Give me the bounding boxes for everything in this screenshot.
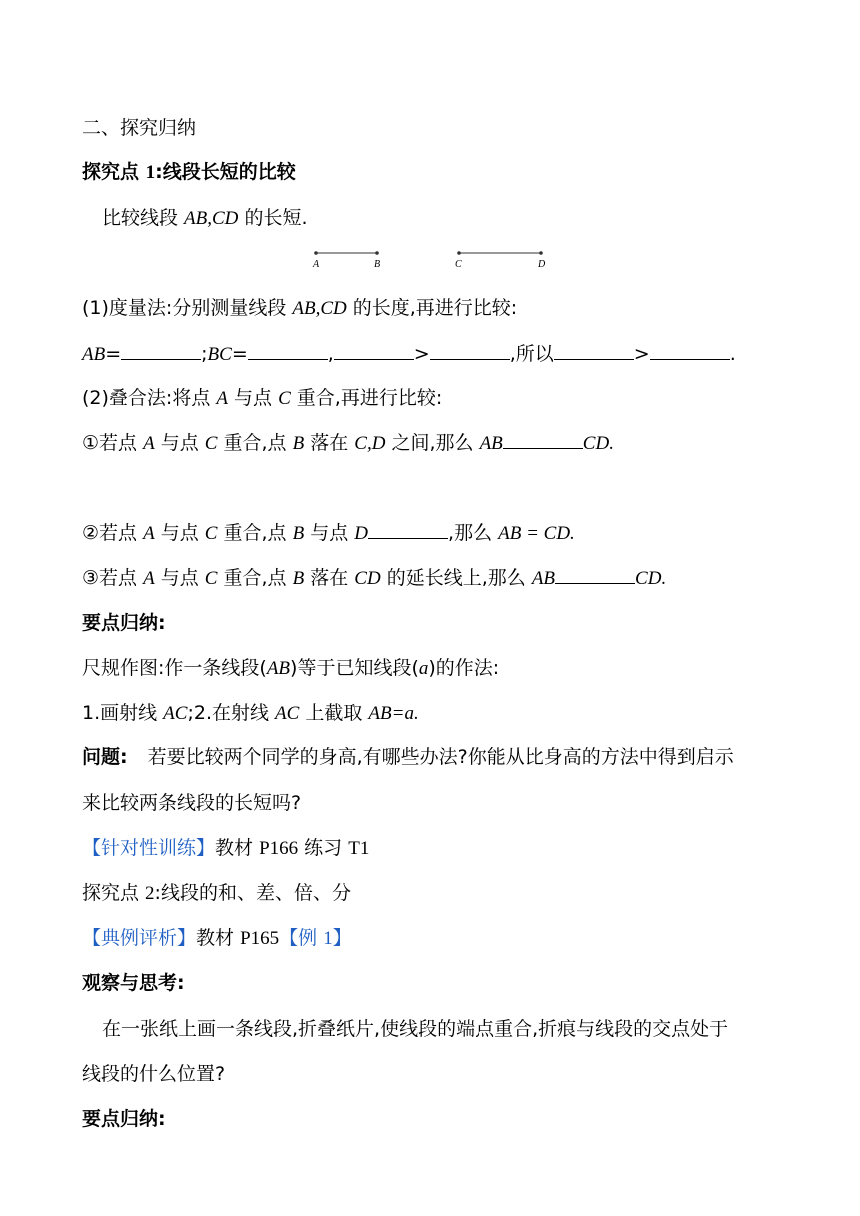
fill-end: . [729,343,736,365]
point2-num: 2 [145,883,155,904]
example-tag2-open: 【例 [279,927,324,949]
case1-blank[interactable] [503,430,583,449]
observe-title [82,970,185,996]
blank-4[interactable] [650,341,730,360]
method1-fill [82,341,736,368]
label-c: C [455,259,462,270]
case3-end: CD. [635,568,667,589]
steps-2: ;2.在射线 [187,702,276,724]
method1-post: 的长度,再进行比较: [346,297,518,319]
observe-line-1 [102,1016,728,1042]
case2-mid4: ,那么 [448,522,499,544]
case3-b: B [292,568,305,589]
case1-a: A [143,433,155,454]
question-line-2 [82,790,301,816]
method2-pre: (2)叠合法:将点 [82,387,217,409]
method1-var: AB,CD [292,298,347,319]
method2-c: C [278,388,291,409]
observe-text-2: 线段的什么位置? [82,1063,226,1085]
fill-ab: AB [82,344,106,365]
fill-eq: = [105,343,122,365]
ruler-a: a [418,658,429,679]
fill-semi: ; [201,343,208,365]
case1-ab: AB [479,433,503,454]
case3-c: C [204,568,218,589]
method2-post: 重合,再进行比较: [290,387,443,409]
case3-mid3: 落在 [304,567,355,589]
blank-ab[interactable] [121,341,201,360]
section-heading [82,115,196,141]
case2-pre: ②若点 [82,522,144,544]
case1-mid: 与点 [154,432,205,454]
label-d: D [538,259,546,270]
ruler-pre: 尺规作图:作一条线段( [82,657,267,679]
point1-intro [102,205,308,232]
method1 [82,295,517,322]
example-line [82,925,352,952]
method2 [82,385,442,412]
fill-eq2: = [231,343,248,365]
segment-ab [312,251,380,270]
case2-mid2: 重合,点 [217,522,293,544]
question-line-1 [82,744,734,770]
case3-mid4: 的延长线上,那么 [380,567,532,589]
example-tag2-num: 1 [323,928,333,949]
question-label: 问题: [82,746,128,768]
fill-bc: BC [207,344,232,365]
case2-d: D [354,523,369,544]
ruler-construction [82,655,499,682]
method2-a: A [216,388,228,409]
case1-cd: C,D [354,433,386,454]
case1-pre: ①若点 [82,432,144,454]
case2-blank[interactable] [368,520,448,539]
intro-var: AB,CD [184,208,239,229]
ruler-post: )的作法: [428,657,500,679]
steps-3: 上截取 [299,702,369,724]
point2-title [82,880,351,907]
case2-c: C [204,523,218,544]
training-tag: 【针对性训练】 [82,837,216,859]
section-heading-text: 二、探究归纳 [82,117,197,139]
case1 [82,430,614,457]
key-points-2 [82,1106,166,1132]
method1-pre: (1)度量法:分别测量线段 [82,297,293,319]
steps-ac2: AC [275,703,300,724]
observe-line-2 [82,1061,225,1087]
example-tag: 【典例评析】 [82,927,197,949]
case1-mid4: 之间,那么 [385,432,480,454]
point2-pre: 探究点 [82,882,146,904]
observe-text-1: 在一张纸上画一条线段,折叠纸片,使线段的端点重合,折痕与线段的交点处于 [102,1018,729,1040]
case2 [82,520,575,547]
label-a: A [313,259,320,270]
point1-title-rest: :线段长短的比较 [155,161,296,183]
ruler-mid: )等于已知线段( [290,657,419,679]
key-points-1-text: 要点归纳: [82,612,166,634]
training-text-t: T1 [348,838,370,859]
case1-c: C [204,433,218,454]
point1-title-num: 1 [145,162,156,183]
segment-cd [455,251,546,270]
segments-figure [300,246,560,272]
method2-mid: 与点 [227,387,279,409]
question-text-2: 来比较两条线段的长短吗? [82,792,302,814]
fill-gt: > [413,343,430,365]
steps-ac: AC [163,703,188,724]
case1-mid2: 重合,点 [217,432,293,454]
training-text-ref: P166 [259,838,299,859]
training-text-post: 练习 [298,837,349,859]
case1-end: CD. [582,433,614,454]
example-tag2-close: 】 [332,927,352,949]
steps-1: 1.画射线 [82,702,164,724]
fill-comma: , [327,343,334,365]
case3-blank[interactable] [555,565,635,584]
case3-mid: 与点 [154,567,205,589]
question-text-1: 若要比较两个同学的身高,有哪些办法?你能从比身高的方法中得到启示 [147,746,734,768]
case2-a: A [143,523,155,544]
case3-ab: AB [531,568,556,589]
blank-1[interactable] [334,341,414,360]
case3-mid2: 重合,点 [217,567,293,589]
observe-title-text: 观察与思考: [82,972,185,994]
case2-eq: AB = CD. [498,523,575,544]
case2-mid: 与点 [154,522,205,544]
ruler-ab: AB [266,658,291,679]
case3-pre: ③若点 [82,567,144,589]
case1-mid3: 落在 [304,432,355,454]
intro-post: 的长短. [238,207,308,229]
example-text-pre: 教材 [196,927,241,949]
case1-b: B [292,433,305,454]
key-points-1 [82,610,166,636]
case3 [82,565,666,592]
case3-cd: CD [354,568,381,589]
training-line [82,835,369,862]
case3-a: A [143,568,155,589]
case2-b: B [292,523,305,544]
point1-title [82,159,296,186]
intro-pre: 比较线段 [102,207,185,229]
blank-3[interactable] [554,341,634,360]
label-b: B [374,259,381,270]
training-text-pre: 教材 [215,837,260,859]
fill-so: ,所以 [509,343,554,365]
steps-ab: AB=a. [368,703,419,724]
case2-mid3: 与点 [304,522,355,544]
blank-bc[interactable] [248,341,328,360]
fill-gt2: > [633,343,650,365]
example-text-ref: P165 [240,928,280,949]
point2-rest: :线段的和、差、倍、分 [154,882,351,904]
point1-title-prefix: 探究点 [82,161,146,183]
blank-2[interactable] [430,341,510,360]
key-points-2-text: 要点归纳: [82,1108,166,1130]
construction-steps [82,700,419,727]
